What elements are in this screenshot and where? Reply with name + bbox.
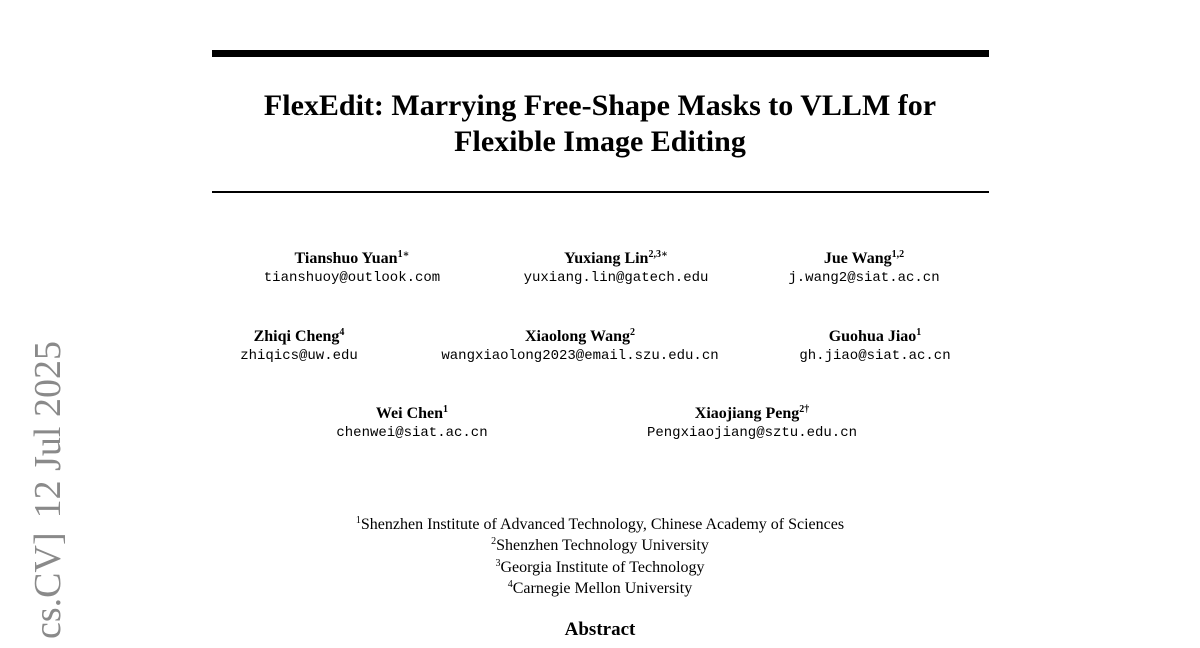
affiliation-item bbox=[200, 557, 1000, 578]
author-affiliation-marker: 2 bbox=[630, 327, 636, 338]
affiliation-marker: 3 bbox=[495, 557, 501, 569]
author-affiliation-marker: 1 bbox=[916, 327, 922, 338]
author-email: yuxiang.lin@gatech.edu bbox=[523, 270, 709, 286]
affiliation-item bbox=[200, 535, 1000, 556]
abstract-heading: Abstract bbox=[564, 619, 636, 640]
author-name: Tianshuo Yuan$^{1∗}$ bbox=[294, 249, 410, 267]
author-block bbox=[264, 249, 440, 287]
paper-title-line-2: Flexible Image Editing bbox=[454, 125, 746, 158]
author-affiliation-marker: 1∗ bbox=[397, 249, 410, 260]
author-block bbox=[524, 249, 709, 287]
affiliation-marker: 2 bbox=[491, 536, 497, 548]
author-affiliation-marker: 4 bbox=[339, 327, 345, 338]
author-name: Xiaolong Wang$^2$ bbox=[524, 327, 636, 345]
author-email: gh.jiao@siat.ac.cn bbox=[799, 348, 951, 364]
author-name: Zhiqi Cheng$^4$ bbox=[253, 327, 345, 345]
arxiv-date: 12 Jul 2025 bbox=[27, 341, 69, 519]
author-name: Yuxiang Lin$^{2,3∗}$ bbox=[564, 249, 668, 267]
author-name: Wei Chen$^1$ bbox=[375, 404, 449, 422]
title-bottom-rule bbox=[212, 191, 989, 193]
author-block bbox=[647, 404, 857, 442]
author-email: Pengxiaojiang@sztu.edu.cn bbox=[646, 425, 858, 441]
author-affiliation-marker: 1,2 bbox=[891, 249, 905, 260]
affiliation-text: Georgia Institute of Technology bbox=[500, 558, 705, 576]
top-rule bbox=[212, 50, 989, 57]
paper-title-line-1: FlexEdit: Marrying Free-Shape Masks to VLLM for bbox=[263, 89, 937, 122]
arxiv-stamp bbox=[28, 341, 68, 639]
author-name: Jue Wang$^{1,2}$ bbox=[823, 249, 905, 267]
author-email: tianshuoy@outlook.com bbox=[263, 270, 441, 286]
author-name: Xiaojiang Peng$^{2\dagger}$ bbox=[694, 404, 810, 422]
paper-title bbox=[150, 88, 1050, 160]
arxiv-category: cs.CV] bbox=[27, 532, 69, 639]
author-block bbox=[788, 249, 939, 287]
author-email: j.wang2@siat.ac.cn bbox=[788, 270, 940, 286]
affiliation-item bbox=[200, 514, 1000, 535]
affiliation-item bbox=[200, 578, 1000, 599]
author-email: zhiqics@uw.edu bbox=[240, 348, 358, 364]
affiliation-text: Shenzhen Institute of Advanced Technology, Chinese Academy of Sciences bbox=[360, 516, 845, 533]
author-block bbox=[441, 327, 718, 365]
author-name: Guohua Jiao$^1$ bbox=[828, 327, 922, 345]
affiliations-list bbox=[200, 514, 1000, 599]
author-block bbox=[799, 327, 950, 365]
author-affiliation-marker: 2† bbox=[799, 404, 810, 415]
affiliation-marker: 1 bbox=[355, 515, 361, 526]
affiliation-text: Carnegie Mellon University bbox=[512, 579, 693, 597]
author-affiliation-marker: 2,3∗ bbox=[648, 249, 668, 260]
author-email: wangxiaolong2023@email.szu.edu.cn bbox=[441, 348, 719, 364]
affiliation-marker: 4 bbox=[507, 578, 513, 590]
author-block bbox=[336, 404, 487, 442]
author-email: chenwei@siat.ac.cn bbox=[336, 425, 488, 441]
author-block bbox=[240, 327, 358, 365]
affiliation-text: Shenzhen Technology University bbox=[496, 537, 709, 555]
author-affiliation-marker: 1 bbox=[443, 404, 449, 415]
